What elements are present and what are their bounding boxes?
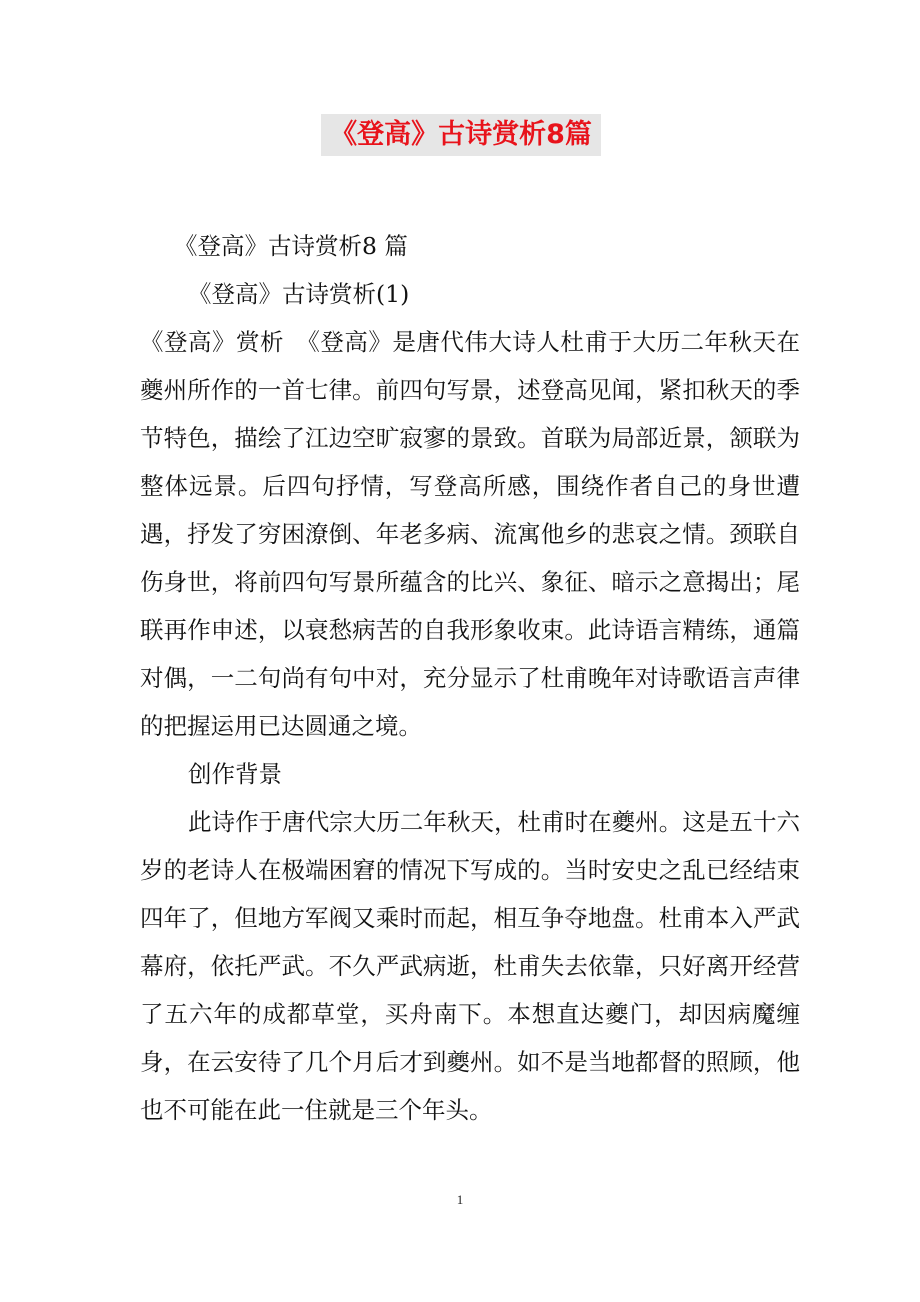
paragraph-background: 此诗作于唐代宗大历二年秋天，杜甫时在夔州。这是五十六岁的老诗人在极端困窘的情况下写成的。当时安史之乱已经结束四年了，但地方军阀又乘时而起，相互争夺地盘。杜甫本入严武幕府，依托严武。不久严武病逝，杜甫失去依靠，只好离开经营了五六年的成都草堂，买舟南下。本想直达夔门，却因病魔缠身，在云安待了几个月后才到夔州。如不是当地都督的照顾，他也不可能在此一住就是三个年头。 (140, 808, 800, 1124)
background-heading: 创作背景 (188, 760, 282, 788)
document-subtitle: 《登高》古诗赏析8 篇 (174, 232, 408, 260)
page-number: 1 (456, 1192, 464, 1207)
section-heading: 《登高》古诗赏析(1) (188, 280, 410, 308)
paragraph-appreciation: 《登高》赏析 《登高》是唐代伟大诗人杜甫于大历二年秋天在夔州所作的一首七律。前四句写景，述登高见闻，紧扣秋天的季节特色，描绘了江边空旷寂寥的景致。首联为局部近景，颔联为整体远景。后四句抒情，写登高所感，围绕作者自己的身世遭遇，抒发了穷困潦倒、年老多病、流寓他乡的悲哀之情。颈联自伤身世，将前四句写景所蕴含的比兴、象征、暗示之意揭出；尾联再作申述，以衰愁病苦的自我形象收束。此诗语言精练，通篇对偶，一二句尚有句中对，充分显示了杜甫晚年对诗歌语言声律的把握运用已达圆通之境。 (140, 328, 800, 740)
document-title: 《登高》古诗赏析8篇 (321, 114, 601, 156)
document-body (140, 222, 800, 1134)
